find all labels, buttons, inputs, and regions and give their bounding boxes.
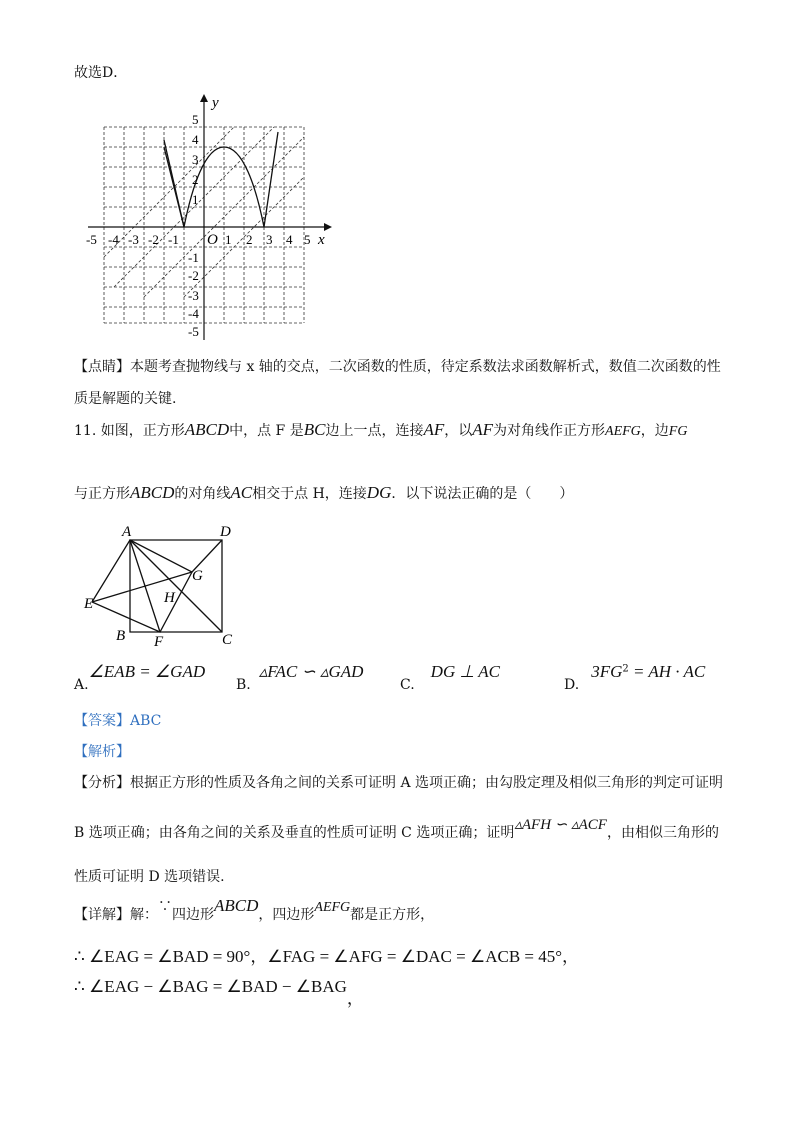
- q11-math: AEFG: [605, 424, 641, 439]
- q11-math: FG: [668, 424, 688, 439]
- q11-text: 相交于点 H，连接: [252, 486, 367, 502]
- y-tick: -1: [188, 250, 199, 265]
- q11-math: BC: [303, 420, 326, 439]
- option-d-label: D.: [564, 677, 580, 693]
- x-axis-arrow: [324, 223, 332, 231]
- y-tick: -3: [188, 288, 199, 303]
- analysis-math: ▵AFH ∽ ▵ACF: [514, 817, 607, 833]
- option-b-math: ▵FAC ∽ ▵GAD: [258, 662, 364, 681]
- q11-math: DG: [366, 483, 392, 502]
- y-tick: 5: [192, 112, 199, 127]
- q11-text: 为对角线作正方形: [493, 423, 606, 439]
- x-tick: -2: [148, 232, 159, 247]
- point-a: A: [122, 524, 132, 540]
- detail-math: ABCD: [214, 896, 259, 915]
- point-c: C: [222, 632, 233, 648]
- point-h: H: [164, 590, 175, 606]
- x-axis-label: x: [318, 232, 325, 248]
- y-tick: -5: [188, 324, 199, 339]
- y-tick-labels: [188, 112, 199, 339]
- q11-text: 中，点 F 是: [229, 423, 304, 439]
- q11-text: ．以下说法正确的是（ ）: [391, 486, 574, 502]
- intro-line: 故选D．: [74, 65, 128, 81]
- detail-equation-2-text: ∴ ∠EAG − ∠BAG = ∠BAD − ∠BAG: [74, 977, 347, 996]
- x-tick: 1: [225, 232, 232, 247]
- detail-text: 都是正方形，: [350, 907, 435, 923]
- option-a: [74, 662, 206, 693]
- point-d: D: [220, 524, 231, 540]
- q11-text: 与正方形: [74, 486, 130, 502]
- option-d-math: = AH · AC: [628, 662, 706, 681]
- y-tick: -4: [188, 306, 199, 321]
- x-tick: -4: [108, 232, 119, 247]
- option-c: [400, 662, 500, 693]
- analysis-line-2: [74, 817, 719, 842]
- answer-line: 【答案】ABC: [74, 713, 162, 729]
- y-axis-arrow: [200, 94, 208, 102]
- detail-equation-1: ∴ ∠EAG = ∠BAD = 90°，∠FAG = ∠AFG = ∠DAC = ∠ACB = 45°，: [74, 947, 580, 966]
- comment-line-2: 质是解题的关键.: [74, 391, 177, 407]
- q11-text: ，以: [444, 423, 473, 439]
- analysis-title: 【解析】: [74, 744, 130, 760]
- x-tick: 2: [246, 232, 253, 247]
- analysis-text: B 选项正确；由各角之间的关系及垂直的性质可证明 C 选项正确；证明: [74, 825, 515, 841]
- x-tick: 3: [266, 232, 273, 247]
- analysis-line-3: 性质可证明 D 选项错误.: [74, 869, 225, 885]
- point-g: G: [192, 568, 203, 584]
- q11-text: 边上一点，连接: [325, 423, 424, 439]
- y-tick: 4: [192, 132, 199, 147]
- detail-line-1: [74, 896, 435, 924]
- option-d-math: 3FG: [591, 662, 623, 681]
- q11-math: ABCD: [130, 483, 175, 502]
- detail-math: AEFG: [314, 900, 351, 915]
- q11-math: AF: [472, 420, 494, 439]
- point-e: E: [84, 596, 94, 612]
- point-b: B: [116, 628, 126, 644]
- y-axis-label: y: [212, 95, 219, 111]
- q11-text: 11. 如图，正方形: [74, 423, 185, 439]
- x-tick: -5: [86, 232, 97, 247]
- option-d: [564, 662, 706, 693]
- question-11-line-2: [74, 483, 573, 503]
- option-c-label: C.: [400, 677, 415, 693]
- detail-text: 四边形: [172, 907, 214, 923]
- option-d-sup: 2: [622, 663, 629, 675]
- x-tick: 4: [286, 232, 293, 247]
- option-b-label: B.: [236, 677, 251, 693]
- y-tick: 3: [192, 152, 199, 167]
- detail-text: ，四边形: [258, 907, 315, 923]
- comment-line-1: 【点睛】本题考查抛物线与 x 轴的交点，二次函数的性质，待定系数法求函数解析式，数值二次函数的性: [74, 359, 721, 375]
- option-a-math: ∠EAB = ∠GAD: [88, 662, 206, 681]
- question-11-line-1: [74, 420, 687, 440]
- analysis-text: ，由相似三角形的: [606, 825, 719, 841]
- function-graph: [80, 92, 340, 347]
- detail-equation-2-end: ，: [346, 989, 364, 1008]
- q11-text: 的对角线: [174, 486, 231, 502]
- q11-math: ABCD: [184, 420, 230, 439]
- y-tick: 1: [192, 192, 199, 207]
- detail-text: 【详解】解：: [74, 907, 158, 923]
- y-tick: 2: [192, 172, 199, 187]
- function-curve-left-arm: [164, 140, 184, 227]
- x-tick: 5: [304, 232, 311, 247]
- option-b: [236, 662, 364, 693]
- option-c-math: DG ⊥ AC: [430, 662, 500, 681]
- x-tick: -1: [168, 232, 179, 247]
- option-a-label: A.: [74, 677, 89, 693]
- analysis-line-1: 【分析】根据正方形的性质及各角之间的关系可证明 A 选项正确；由勾股定理及相似三角形的判定可证明: [74, 775, 724, 791]
- x-tick-labels: [86, 232, 311, 247]
- detail-equation-2: [74, 972, 364, 1008]
- origin-label: O: [207, 232, 218, 248]
- q11-math: AF: [423, 420, 445, 439]
- square-aefg: [92, 540, 192, 632]
- y-tick: -2: [188, 268, 199, 283]
- point-f: F: [154, 634, 164, 650]
- square-figure: [80, 520, 250, 650]
- q11-math: AC: [230, 483, 253, 502]
- because-symbol: ∵: [158, 899, 172, 915]
- q11-text: ，边: [640, 423, 669, 439]
- x-tick: -3: [128, 232, 139, 247]
